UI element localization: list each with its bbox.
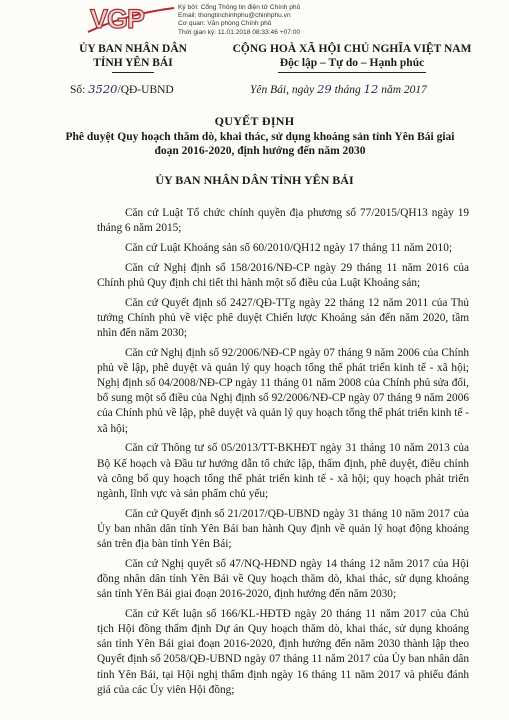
vgp-logo [86, 2, 176, 38]
date-month-label: tháng [331, 84, 364, 96]
issuing-authority-heading: ỦY BAN NHÂN DÂN TỈNH YÊN BÁI [155, 173, 354, 187]
legal-basis-paragraph: Căn cứ Quyết định số 21/2017/QĐ-UBND ngày 31 tháng 10 năm 2017 của Ủy ban nhân dân tỉnh Yên Bái ban hành Quy định về quản lý hoạt động khoáng sản trên địa bàn tỉnh Yên Bái; [97, 507, 469, 551]
vgp-logo-text: VGP [90, 4, 145, 34]
signed-time-line: Thời gian ký: 11.01.2018 08:33:46 +07:00 [178, 28, 301, 36]
legal-basis-paragraph: Căn cứ Nghị định số 92/2006/NĐ-CP ngày 07 tháng 9 năm 2006 của Chính phủ về lập, phê duyệt và quản lý quy hoạch tổng thể phát triển kinh tế - xã hội; Nghị định số 04/2008/NĐ-CP ngày 11 tháng 01 năm 2008 của Chính phủ sửa đổi, bổ sung một số điều của Nghị định số 92/2006/NĐ-CP ngày 07 tháng 9 năm 2006 của Chính phủ về lập, phê duyệt và quản lý quy hoạch tổng thể phát triển kinh tế - xã hội; [97, 346, 469, 435]
header-rule-right [278, 72, 426, 73]
document-number [70, 82, 174, 96]
header-rule-left [112, 72, 154, 73]
legal-basis-paragraph: Căn cứ Luật Tổ chức chính quyền địa phương số 77/2015/QH13 ngày 19 tháng 6 năm 2015; [97, 207, 469, 235]
legal-basis-paragraph: Căn cứ Kết luận số 166/KL-HĐTĐ ngày 20 tháng 11 năm 2017 của Chủ tịch Hội đồng thẩm định Dự án Quy hoạch thăm dò, khai thác, sử dụng khoáng sản tỉnh Yên Bái giai đoạn 2016-2020, định hướng đến năm 2030 thành lập theo Quyết định số 2058/QĐ-UBND ngày 07 tháng 11 năm 2017 của Ủy ban nhân dân tỉnh Yên Bái, tại Hội nghị thẩm định ngày 16 tháng 11 năm 2017 và phiếu đánh giá của các Ủy viên Hội đồng; [97, 607, 469, 696]
digital-signature-stamp [86, 2, 386, 38]
agency-line: Cơ quan: Văn phòng Chính phủ [178, 20, 272, 28]
legal-basis-paragraph: Căn cứ Nghị định số 158/2016/NĐ-CP ngày 29 tháng 11 năm 2016 của Chính phủ Quy định chi tiết thi hành một số điều của Luật Khoáng sản; [97, 261, 469, 289]
doc-number-suffix: /QĐ-UBND [117, 84, 174, 96]
issuing-authority-header [58, 42, 208, 73]
signature-details [178, 4, 398, 37]
document-subtitle: Phê duyệt Quy hoạch thăm dò, khai thác, sử dụng khoáng sản tỉnh Yên Bái giai đoạn 2016-2020, định hướng đến năm 2030 [65, 131, 455, 157]
legal-basis-paragraph: Căn cứ Luật Khoáng sản số 60/2010/QH12 ngày 17 tháng 11 năm 2010; [125, 241, 452, 254]
legal-basis-paragraph: Căn cứ Nghị quyết số 47/NQ-HĐND ngày 14 tháng 12 năm 2017 của Hội đồng nhân dân tỉnh Yên Bái về Quy hoạch thăm dò, khai thác, sử dụng khoáng sản tỉnh Yên Bái giai đoạn 2016-2020, định hướng đến năm 2030; [97, 557, 469, 601]
doc-number-prefix: Số: [70, 84, 89, 96]
doc-number-handwritten: 3520 [88, 82, 118, 96]
signer-line: Ký bởi: Cổng Thông tin điện tử Chính phủ [178, 4, 301, 11]
org-name-line1: ỦY BAN NHÂN DÂN [79, 43, 187, 55]
date-prefix: Yên Bái, ngày [250, 84, 318, 96]
national-header [216, 42, 488, 73]
document-body [97, 206, 469, 703]
legal-basis-paragraph: Căn cứ Thông tư số 05/2013/TT-BKHĐT ngày 31 tháng 10 năm 2013 của Bộ Kế hoạch và Đầu tư hướng dẫn tổ chức lập, thẩm định, phê duyệt, điều chỉnh và công bố quy hoạch tổng thể phát triển kinh tế - xã hội; quy hoạch phát triển ngành, lĩnh vực và sản phẩm chủ yếu; [97, 442, 469, 500]
nation-name: CỘNG HOÀ XÃ HỘI CHỦ NGHĨA VIỆT NAM [232, 43, 472, 55]
document-title: QUYẾT ĐỊNH [214, 114, 295, 128]
legal-basis-paragraph: Căn cứ Quyết định số 2427/QĐ-TTg ngày 22 tháng 12 năm 2011 của Thủ tướng Chính phủ về việc phê duyệt Chiến lược Khoáng sản đến năm 2020, tầm nhìn đến năm 2030; [97, 296, 469, 339]
email-line: Email: thongtinchinhphu@chinhphu.vn [178, 12, 291, 20]
org-name-line2: TỈNH YÊN BÁI [93, 57, 173, 69]
date-day-handwritten: 29 [317, 82, 332, 96]
date-month-handwritten: 12 [363, 82, 379, 96]
national-motto: Độc lập – Tự do – Hạnh phúc [279, 57, 425, 69]
date-line [250, 82, 427, 96]
date-year: năm 2017 [378, 84, 427, 96]
